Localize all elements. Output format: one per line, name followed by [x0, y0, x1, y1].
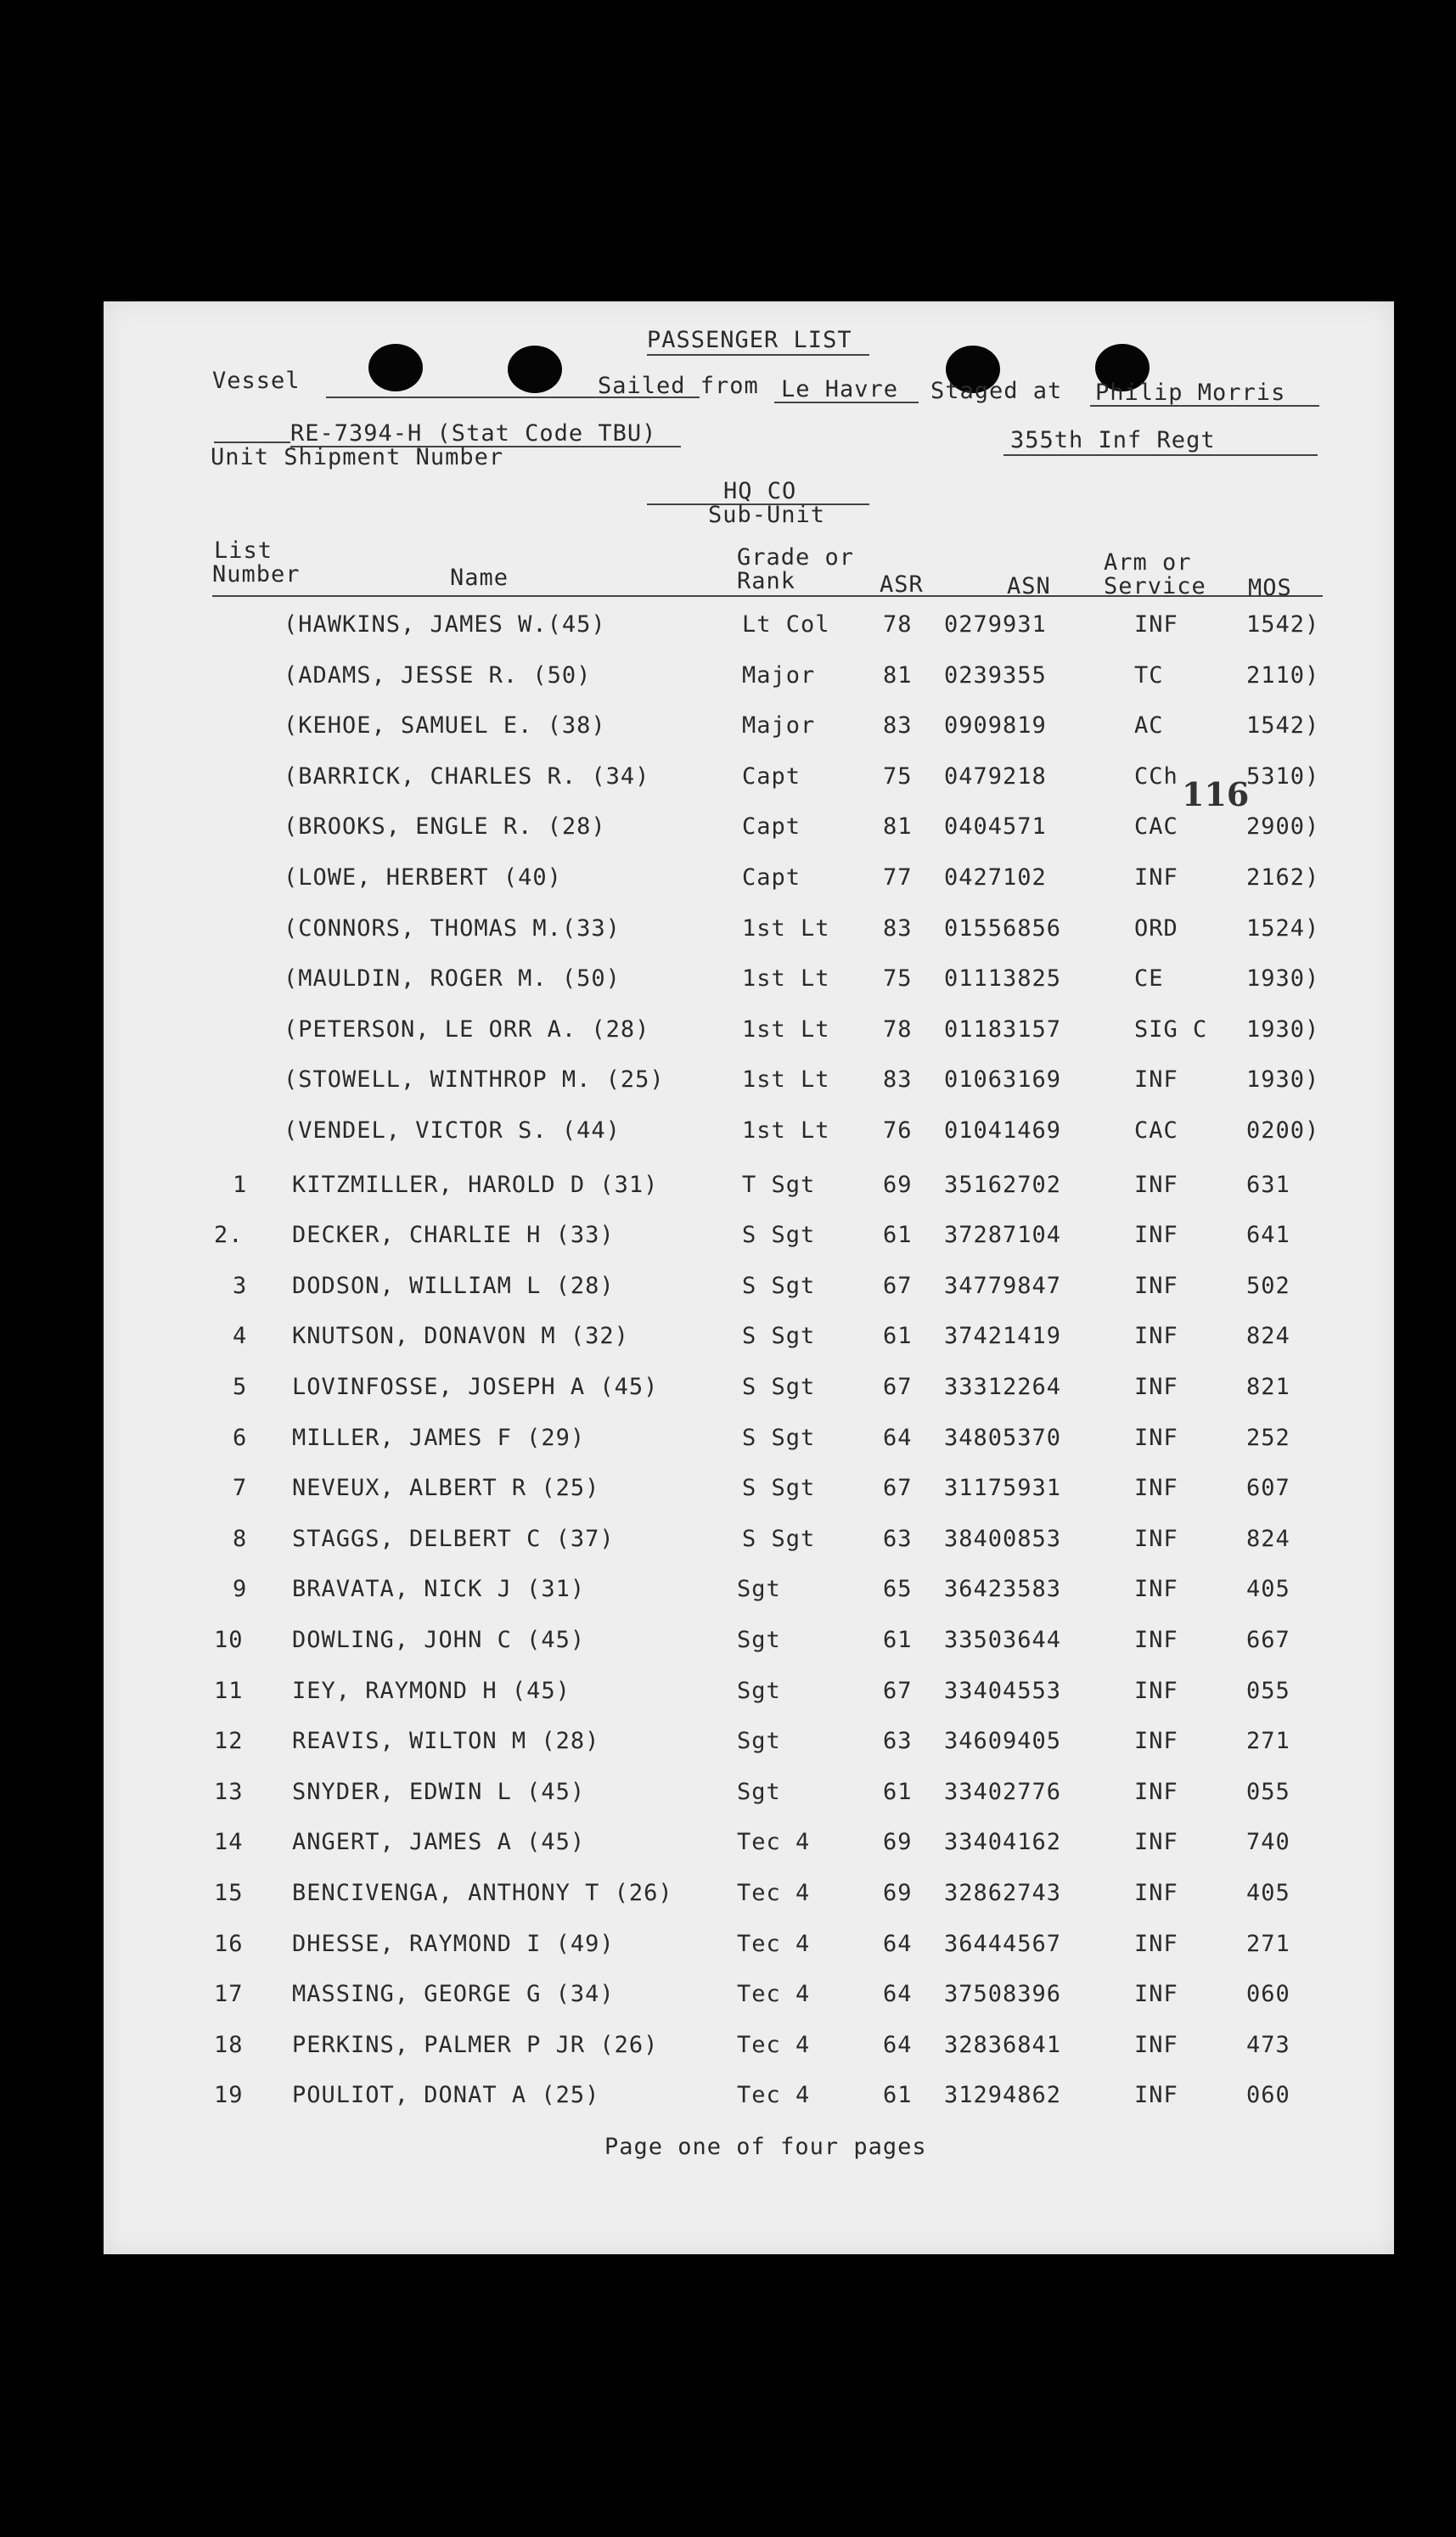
cell-name: KITZMILLER, HAROLD D (31) — [292, 1172, 659, 1198]
sailed-from-line — [774, 402, 919, 403]
cell-arm: INF — [1134, 1172, 1178, 1198]
col-grade-2: Rank — [737, 568, 796, 594]
cell-arm: SIG C — [1134, 1016, 1208, 1043]
cell-arm: INF — [1134, 864, 1178, 891]
cell-mos: 821 — [1246, 1374, 1290, 1400]
cell-grade: Tec 4 — [737, 2032, 811, 2058]
cell-arm: INF — [1134, 1779, 1178, 1805]
cell-grade: S Sgt — [742, 1323, 816, 1349]
cell-mos: 1930) — [1246, 1066, 1320, 1093]
cell-asr: 83 — [883, 915, 913, 942]
cell-mos: 1930) — [1246, 965, 1320, 992]
cell-arm: INF — [1134, 1066, 1178, 1093]
cell-grade: 1st Lt — [742, 1066, 830, 1093]
cell-asn: 34805370 — [944, 1425, 1062, 1451]
cell-asr: 78 — [883, 611, 913, 638]
cell-grade: Capt — [742, 763, 801, 790]
cell-grade: Major — [742, 712, 816, 739]
col-list-number-2: Number — [212, 561, 301, 588]
cell-grade: 1st Lt — [742, 1016, 830, 1043]
cell-no: 8 — [233, 1526, 248, 1552]
cell-grade: 1st Lt — [742, 965, 830, 992]
cell-asn: 0279931 — [944, 611, 1047, 638]
shipment-number: RE-7394-H (Stat Code TBU) — [290, 420, 657, 447]
cell-mos: 607 — [1246, 1475, 1290, 1501]
cell-mos: 0200) — [1246, 1117, 1320, 1144]
cell-grade: Sgt — [737, 1678, 781, 1704]
cell-no: 17 — [214, 1981, 244, 2007]
cell-arm: INF — [1134, 611, 1178, 638]
cell-name: DECKER, CHARLIE H (33) — [292, 1222, 615, 1248]
cell-asr: 69 — [883, 1880, 913, 1906]
cell-asn: 01041469 — [944, 1117, 1062, 1144]
cell-arm: INF — [1134, 1627, 1178, 1653]
cell-asn: 0404571 — [944, 813, 1047, 840]
cell-mos: 060 — [1246, 2082, 1290, 2108]
cell-no: 5 — [233, 1374, 248, 1400]
cell-name: BRAVATA, NICK J (31) — [292, 1576, 586, 1602]
cell-asn: 0909819 — [944, 712, 1047, 739]
cell-grade: S Sgt — [742, 1425, 816, 1451]
cell-asn: 01063169 — [944, 1066, 1062, 1093]
cell-arm: INF — [1134, 1728, 1178, 1754]
punch-hole — [508, 346, 562, 393]
cell-mos: 667 — [1246, 1627, 1290, 1653]
cell-asn: 0239355 — [944, 662, 1047, 689]
sub-unit-label: Sub-Unit — [708, 502, 826, 528]
sub-unit: HQ CO — [723, 478, 797, 504]
cell-grade: Sgt — [737, 1576, 781, 1602]
cell-asr: 61 — [883, 1779, 913, 1805]
cell-mos: 641 — [1246, 1222, 1290, 1248]
cell-mos: 055 — [1246, 1678, 1290, 1704]
cell-arm: CAC — [1134, 813, 1178, 840]
cell-asn: 33404162 — [944, 1829, 1062, 1855]
cell-name: (ADAMS, JESSE R. (50) — [284, 662, 592, 689]
cell-name: (MAULDIN, ROGER M. (50) — [284, 965, 621, 992]
cell-name: (STOWELL, WINTHROP M. (25) — [284, 1066, 665, 1093]
cell-arm: TC — [1134, 662, 1164, 689]
staged-at-value: Philip Morris — [1095, 380, 1286, 406]
cell-mos: 060 — [1246, 1981, 1290, 2007]
cell-asr: 67 — [883, 1273, 913, 1299]
cell-name: (BARRICK, CHARLES R. (34) — [284, 763, 650, 790]
cell-no: 16 — [214, 1931, 244, 1957]
regiment: 355th Inf Regt — [1010, 427, 1216, 453]
cell-arm: CAC — [1134, 1117, 1178, 1144]
cell-no: 12 — [214, 1728, 244, 1754]
cell-asn: 37421419 — [944, 1323, 1062, 1349]
cell-name: (LOWE, HERBERT (40) — [284, 864, 562, 891]
cell-no: 18 — [214, 2032, 244, 2058]
cell-no: 7 — [233, 1475, 248, 1501]
cell-asn: 01183157 — [944, 1016, 1062, 1043]
cell-mos: 2162) — [1246, 864, 1320, 891]
cell-arm: INF — [1134, 1323, 1178, 1349]
cell-name: (BROOKS, ENGLE R. (28) — [284, 813, 606, 840]
cell-no: 11 — [214, 1678, 244, 1704]
cell-arm: ORD — [1134, 915, 1178, 942]
cell-asn: 32862743 — [944, 1880, 1062, 1906]
cell-arm: INF — [1134, 2082, 1178, 2108]
cell-asr: 61 — [883, 1627, 913, 1653]
cell-name: (VENDEL, VICTOR S. (44) — [284, 1117, 621, 1144]
cell-arm: CCh — [1134, 763, 1178, 790]
cell-asr: 63 — [883, 1526, 913, 1552]
cell-name: (CONNORS, THOMAS M.(33) — [284, 915, 621, 942]
cell-no: 19 — [214, 2082, 244, 2108]
cell-no: 15 — [214, 1880, 244, 1906]
cell-asr: 81 — [883, 813, 913, 840]
cell-asr: 75 — [883, 965, 913, 992]
cell-mos: 405 — [1246, 1576, 1290, 1602]
cell-asr: 67 — [883, 1678, 913, 1704]
cell-asn: 33404553 — [944, 1678, 1062, 1704]
cell-name: MASSING, GEORGE G (34) — [292, 1981, 615, 2007]
cell-grade: Major — [742, 662, 816, 689]
cell-mos: 055 — [1246, 1779, 1290, 1805]
cell-name: (PETERSON, LE ORR A. (28) — [284, 1016, 650, 1043]
cell-grade: S Sgt — [742, 1273, 816, 1299]
cell-grade: Tec 4 — [737, 1931, 811, 1957]
col-name: Name — [450, 565, 509, 591]
shipment-line-left — [214, 442, 290, 443]
cell-mos: 502 — [1246, 1273, 1290, 1299]
col-list-number-1: List — [214, 537, 273, 564]
cell-asn: 36444567 — [944, 1931, 1062, 1957]
cell-asr: 75 — [883, 763, 913, 790]
cell-arm: INF — [1134, 1374, 1178, 1400]
cell-grade: Tec 4 — [737, 2082, 811, 2108]
cell-arm: INF — [1134, 1273, 1178, 1299]
col-mos: MOS — [1248, 575, 1292, 601]
cell-no: 2. — [214, 1222, 244, 1248]
cell-asn: 0427102 — [944, 864, 1047, 891]
cell-name: DOWLING, JOHN C (45) — [292, 1627, 586, 1653]
cell-mos: 5310) — [1246, 763, 1320, 790]
cell-arm: AC — [1134, 712, 1164, 739]
punch-hole — [368, 344, 423, 391]
cell-mos: 252 — [1246, 1425, 1290, 1451]
cell-mos: 2110) — [1246, 662, 1320, 689]
cell-no: 13 — [214, 1779, 244, 1805]
cell-name: STAGGS, DELBERT C (37) — [292, 1526, 615, 1552]
cell-grade: Tec 4 — [737, 1880, 811, 1906]
cell-asn: 31175931 — [944, 1475, 1062, 1501]
cell-asn: 32836841 — [944, 2032, 1062, 2058]
cell-name: DHESSE, RAYMOND I (49) — [292, 1931, 615, 1957]
regiment-line — [1003, 454, 1318, 456]
cell-asn: 35162702 — [944, 1172, 1062, 1198]
cell-asr: 67 — [883, 1374, 913, 1400]
cell-grade: Tec 4 — [737, 1981, 811, 2007]
document-page — [104, 301, 1394, 2254]
page-title: PASSENGER LIST — [647, 327, 852, 353]
col-grade-1: Grade or — [737, 544, 855, 571]
cell-asn: 31294862 — [944, 2082, 1062, 2108]
cell-mos: 405 — [1246, 1880, 1290, 1906]
cell-asr: 78 — [883, 1016, 913, 1043]
cell-asn: 01556856 — [944, 915, 1062, 942]
cell-name: REAVIS, WILTON M (28) — [292, 1728, 600, 1754]
cell-mos: 271 — [1246, 1931, 1290, 1957]
page-footer: Page one of four pages — [604, 2134, 927, 2160]
cell-no: 4 — [233, 1323, 248, 1349]
cell-mos: 1542) — [1246, 712, 1320, 739]
cell-mos: 1524) — [1246, 915, 1320, 942]
cell-asn: 01113825 — [944, 965, 1062, 992]
cell-mos: 1930) — [1246, 1016, 1320, 1043]
col-asn: ASN — [1007, 573, 1051, 599]
cell-arm: INF — [1134, 2032, 1178, 2058]
cell-no: 6 — [233, 1425, 248, 1451]
cell-asn: 33312264 — [944, 1374, 1062, 1400]
cell-mos: 2900) — [1246, 813, 1320, 840]
cell-grade: 1st Lt — [742, 915, 830, 942]
sailed-from-label: Sailed from — [598, 373, 759, 399]
cell-asr: 81 — [883, 662, 913, 689]
cell-name: NEVEUX, ALBERT R (25) — [292, 1475, 600, 1501]
cell-asn: 37508396 — [944, 1981, 1062, 2007]
cell-mos: 740 — [1246, 1829, 1290, 1855]
staged-at-label: Staged at — [930, 378, 1063, 404]
cell-asn: 34609405 — [944, 1728, 1062, 1754]
cell-asr: 63 — [883, 1728, 913, 1754]
cell-asr: 69 — [883, 1172, 913, 1198]
cell-asn: 34779847 — [944, 1273, 1062, 1299]
cell-asr: 77 — [883, 864, 913, 891]
cell-asn: 0479218 — [944, 763, 1047, 790]
cell-mos: 631 — [1246, 1172, 1290, 1198]
cell-grade: S Sgt — [742, 1526, 816, 1552]
vessel-label: Vessel — [212, 368, 301, 394]
cell-name: (KEHOE, SAMUEL E. (38) — [284, 712, 606, 739]
handwritten-number: 116 — [1182, 775, 1250, 813]
cell-grade: Sgt — [737, 1728, 781, 1754]
cell-asr: 76 — [883, 1117, 913, 1144]
cell-asn: 36423583 — [944, 1576, 1062, 1602]
cell-arm: INF — [1134, 1678, 1178, 1704]
cell-name: PERKINS, PALMER P JR (26) — [292, 2032, 659, 2058]
cell-grade: T Sgt — [742, 1172, 816, 1198]
cell-asr: 64 — [883, 1981, 913, 2007]
cell-arm: CE — [1134, 965, 1164, 992]
cell-grade: Sgt — [737, 1627, 781, 1653]
cell-name: MILLER, JAMES F (29) — [292, 1425, 586, 1451]
cell-no: 14 — [214, 1829, 244, 1855]
cell-asr: 83 — [883, 712, 913, 739]
cell-no: 9 — [233, 1576, 248, 1602]
cell-name: POULIOT, DONAT A (25) — [292, 2082, 600, 2108]
cell-asr: 61 — [883, 1323, 913, 1349]
cell-grade: S Sgt — [742, 1374, 816, 1400]
cell-arm: INF — [1134, 1880, 1178, 1906]
cell-asr: 64 — [883, 1931, 913, 1957]
cell-grade: Capt — [742, 813, 801, 840]
cell-asn: 38400853 — [944, 1526, 1062, 1552]
cell-asn: 37287104 — [944, 1222, 1062, 1248]
cell-grade: Lt Col — [742, 611, 830, 638]
cell-grade: S Sgt — [742, 1475, 816, 1501]
cell-asr: 64 — [883, 2032, 913, 2058]
col-arm-1: Arm or — [1104, 549, 1192, 576]
cell-arm: INF — [1134, 1526, 1178, 1552]
title-underline — [647, 354, 869, 356]
cell-arm: INF — [1134, 1981, 1178, 2007]
cell-asr: 67 — [883, 1475, 913, 1501]
cell-grade: Capt — [742, 864, 801, 891]
cell-arm: INF — [1134, 1222, 1178, 1248]
cell-grade: Sgt — [737, 1779, 781, 1805]
cell-no: 3 — [233, 1273, 248, 1299]
cell-mos: 824 — [1246, 1526, 1290, 1552]
cell-name: IEY, RAYMOND H (45) — [292, 1678, 571, 1704]
cell-asr: 65 — [883, 1576, 913, 1602]
header-underline — [212, 595, 1323, 597]
cell-arm: INF — [1134, 1931, 1178, 1957]
cell-name: DODSON, WILLIAM L (28) — [292, 1273, 615, 1299]
cell-asr: 64 — [883, 1425, 913, 1451]
sailed-from-value: Le Havre — [781, 376, 899, 402]
cell-name: BENCIVENGA, ANTHONY T (26) — [292, 1880, 673, 1906]
cell-name: (HAWKINS, JAMES W.(45) — [284, 611, 606, 638]
cell-no: 1 — [233, 1172, 248, 1198]
cell-arm: INF — [1134, 1425, 1178, 1451]
col-arm-2: Service — [1104, 573, 1206, 599]
cell-asn: 33503644 — [944, 1627, 1062, 1653]
cell-grade: 1st Lt — [742, 1117, 830, 1144]
cell-no: 10 — [214, 1627, 244, 1653]
cell-name: SNYDER, EDWIN L (45) — [292, 1779, 586, 1805]
cell-arm: INF — [1134, 1475, 1178, 1501]
cell-name: ANGERT, JAMES A (45) — [292, 1829, 586, 1855]
cell-mos: 824 — [1246, 1323, 1290, 1349]
staged-at-line — [1090, 405, 1319, 407]
cell-mos: 473 — [1246, 2032, 1290, 2058]
cell-asr: 61 — [883, 1222, 913, 1248]
cell-asn: 33402776 — [944, 1779, 1062, 1805]
cell-arm: INF — [1134, 1576, 1178, 1602]
cell-asr: 69 — [883, 1829, 913, 1855]
cell-name: KNUTSON, DONAVON M (32) — [292, 1323, 629, 1349]
cell-arm: INF — [1134, 1829, 1178, 1855]
cell-asr: 83 — [883, 1066, 913, 1093]
cell-mos: 271 — [1246, 1728, 1290, 1754]
cell-grade: Tec 4 — [737, 1829, 811, 1855]
shipment-number-label: Unit Shipment Number — [211, 444, 504, 470]
cell-name: LOVINFOSSE, JOSEPH A (45) — [292, 1374, 659, 1400]
cell-grade: S Sgt — [742, 1222, 816, 1248]
cell-asr: 61 — [883, 2082, 913, 2108]
cell-mos: 1542) — [1246, 611, 1320, 638]
col-asr: ASR — [880, 571, 924, 598]
